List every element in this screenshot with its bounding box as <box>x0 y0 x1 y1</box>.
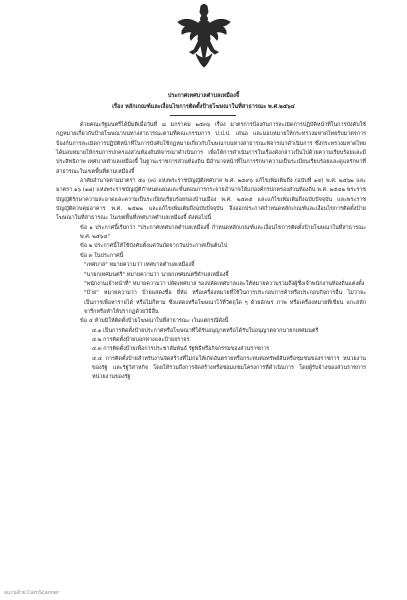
definition-municipality: "เทศบาล" หมายความว่า เทศบาลตำบลเหมืองจี้ <box>84 262 195 269</box>
document-title: ประกาศเทศบาลตำบลเหมืองจี้ <box>167 93 240 99</box>
document-subject: เรื่อง หลักเกณฑ์และเงื่อนไขการติดตั้งป้ายโฆษณาในที่สาธารณะ พ.ศ.๒๕๖๔ <box>112 104 295 110</box>
paragraph-preamble: ด้วยคณะรัฐมนตรีได้มีมติเมื่อวันที่ ๘ มกราคม ๒๕๓๖ เรื่อง มาตรการป้องกันการละเมิดการปฏิบัติหน้าที่ในการบังคับใช้กฎหมายเกี่ยวกับป้ายโฆษณาบนทางสาธารณะตามที่คณะกรรมการ ป.ป.ป. เสนอ และมอบหมายให้กระทรวงมหาดไทยรับมาตรการป้องกันการละเมิดการปฏิบัติหน้าที่ในการบังคับใช้กฎหมายเกี่ยวกับโฆษณาบนทางสาธารณะพิจารณาดำเนินการ ซึ่งกระทรวงมหาดไทยได้มอบหมายให้กรมการปกครองส่วนท้องถิ่นพิจารณาดำเนินการ เพื่อให้การดำเนินการในเรื่องดังกล่าวเป็นไปด้วยความเรียบร้อยและมีประสิทธิภาพ เทศบาลตำบลเหมืองจี้ ในฐานะราชการส่วนท้องถิ่น มีอำนาจหน้าที่ในการรักษาความเป็นระเบียบเรียบร้อยและดูแลรักษาที่สาธารณะในเขตพื้นที่ตามเหมืองจี้ <box>56 122 366 175</box>
garuda-emblem-icon <box>176 4 232 68</box>
clause-3: ข้อ ๓ ในประกาศนี้ <box>80 252 124 259</box>
definition-mayor: "นายกเทศมนตรี" หมายความว่า นายกเทศมนตรีตำบลเหมืองจี้ <box>84 271 229 278</box>
clause-4-1: ๔.๑ เป็นการติดตั้งป้ายประกาศหรือโฆษณาที่ได้รับอนุญาตหรือได้รับใบอนุญาตจากนายกเทศมนตรี <box>92 327 319 334</box>
definition-officer: "พนักงานเจ้าหน้าที่" หมายความว่า ปลัดเทศบาล รองปลัดเทศบาลและให้หมายความรวมถึงผู้ซึ่งเจ้าพนักงานท้องถิ่นแต่งตั้ง <box>84 280 365 287</box>
clause-4-2: ๔.๒ การติดตั้งป้ายบอกทางและป้ายจราจร <box>92 336 190 343</box>
clause-4-3: ๔.๓ การติดตั้งป้ายเพื่อการประชาสัมพันธ์ รัฐพิธีหรือกิจกรรมของส่วนราชการ <box>92 346 270 353</box>
clause-2: ข้อ ๒ ประกาศนี้ให้ใช้บังคับตั้งแต่วันถัดจากวันประกาศเป็นต้นไป <box>80 243 228 250</box>
title-divider <box>170 115 236 116</box>
document-body <box>56 121 366 383</box>
clause-4: ข้อ ๔ ห้ามมิให้ติดตั้งป้ายโฆษณาในที่สาธารณะ เว้นแต่กรณีดังนี้ <box>80 318 229 325</box>
paragraph-authority: อาศัยอำนาจตามมาตรา ๕๐ (๓) แห่งพระราชบัญญัติเทศบาล พ.ศ. ๒๔๙๖ แก้ไขเพิ่มเติมถึง (ฉบับที่ ๑๔) พ.ศ. ๒๕๖๒ และมาตรา ๑๖ (๑๗) แห่งพระราชบัญญัติกำหนดแผนและขั้นตอนการกระจายอำนาจให้แก่องค์กรปกครองส่วนท้องถิ่น พ.ศ. ๒๕๔๒ พระราชบัญญัติรักษาความสะอาดและความเป็นระเบียบเรียบร้อยของบ้านเมือง พ.ศ. ๒๕๓๕ และแก้ไขเพิ่มเติมถึงฉบับปัจจุบัน และพระราชบัญญัติควบคุมอาคาร พ.ศ. ๒๕๒๒ และแก้ไขเพิ่มเติมถึงฉบับปัจจุบัน จึงออกประกาศกำหนดหลักเกณฑ์และเงื่อนไขการติดตั้งป้ายโฆษณาในที่สาธารณะ ในเขตพื้นที่เทศบาลตำบลเหมืองจี้ ดังต่อไปนี้ <box>56 178 366 222</box>
clause-1: ข้อ ๑ ประกาศนี้เรียกว่า "ประกาศเทศบาลตำบลเหมืองจี้ กำหนดหลักเกณฑ์และเงื่อนไขการติดตั้งป้ายโฆษณาในที่สาธารณะ พ.ศ. ๒๕๖๔" <box>80 224 366 241</box>
scanner-watermark: สแกนด้วย CamScanner <box>4 590 60 596</box>
clause-4-4: ๔.๔ การติดตั้งป้ายสำหรับงานจัดสร้างที่ไม่ก่อให้เกิดอันตรายหรือกระทบต่อทรัพย์สินหรือชุมชนของราชการ หน่วยงานของรัฐ และรัฐวิสาหกิจ โดยให้รวมถึงการจัดสร้างหรือซ่อมแซมโครงการที่ดำเนินการ โดยผู้รับจ้างของส่วนราชการ หน่วยงานของรัฐ <box>92 355 366 381</box>
definition-sign: "ป้าย" หมายความว่า ป้ายแสดงชื่อ ยี่ห้อ หรือเครื่องหมายที่ใช้ในการประกอบการค้าหรือประกอบกิจการอื่น ไม่ว่าจะเป็นการเพื่อหารายได้ หรือไม่ก็ตาม ซึ่งแสดงหรือโฆษณาไว้ที่วัตถุใด ๆ ด้วยอักษร ภาพ หรือเครื่องหมายที่เขียน แกะสลัก จารึกหรือทำให้ปรากฏด้วยวิธีอื่น <box>84 290 366 315</box>
